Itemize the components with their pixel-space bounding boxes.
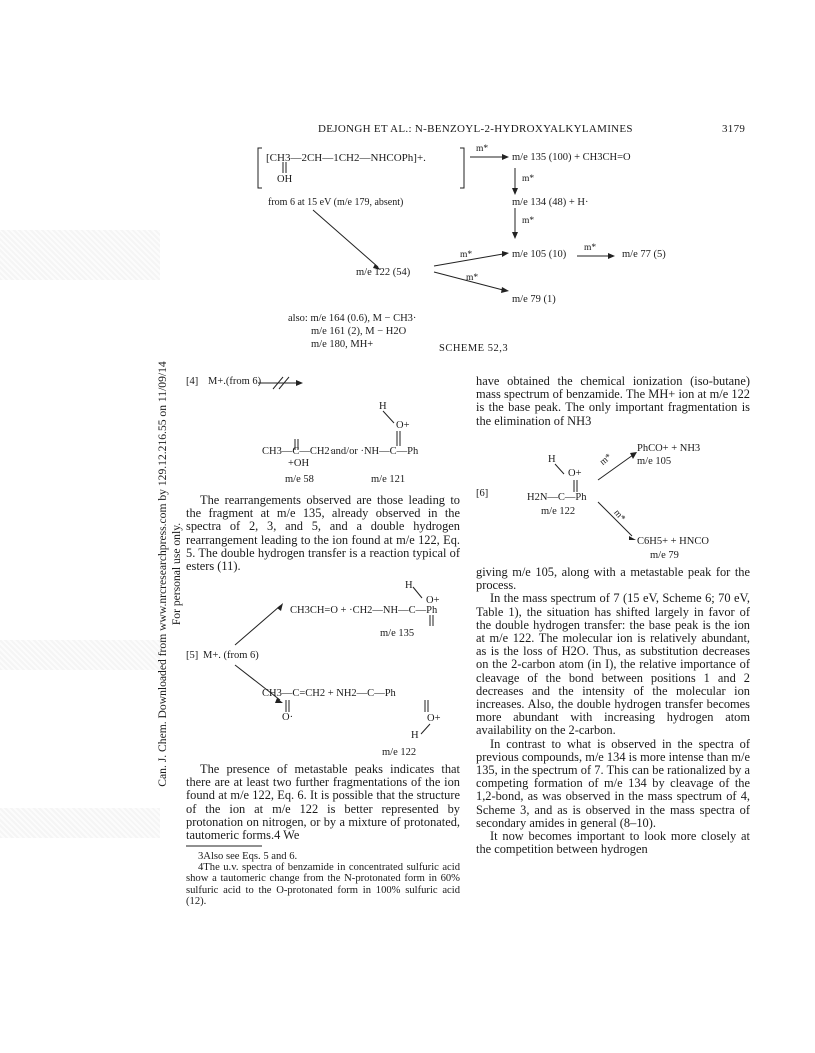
- molecule-ion: [CH3—2CH—1CH2—NHCOPh]+.: [266, 152, 426, 164]
- metastable-label: m*: [460, 250, 473, 260]
- paragraph-text: In contrast to what is observed in the spectra of previous compounds, m/e 134 is more intense than m/e 135, in the spectrum of 7. This can be rationalized by a competing formation of m/e 134 by cleavage of the 1,2-bond, as was observed in the mass spectrum of 4, Scheme 3, and as is observed in the mass spectra of secondary amides in general (8–10).: [476, 736, 750, 830]
- eq6-struct: H2N—C—Ph: [527, 492, 587, 503]
- page-number: 3179: [722, 123, 746, 135]
- hydroxyl-label: OH: [277, 174, 293, 185]
- metastable-label: m*: [584, 243, 597, 253]
- eq6-label: [6]: [476, 488, 489, 499]
- ion-77: m/e 77 (5): [622, 249, 666, 260]
- eq6-product-1: PhCO+ + NH3: [637, 443, 701, 454]
- paragraph-text: giving m/e 105, along with a metastable peak for the process.: [476, 565, 750, 593]
- eq5-bottom-oplus: O+: [427, 713, 441, 724]
- eq4-label: [4]: [186, 376, 199, 387]
- eq4-o: O+: [396, 420, 410, 431]
- personal-use-line: For personal use only.: [170, 522, 183, 626]
- ion-122: m/e 122 (54): [356, 267, 411, 278]
- footnote-3: 3Also see Eqs. 5 and 6.: [198, 851, 298, 862]
- eq6-o: O+: [568, 468, 582, 479]
- eq5-bottom-h: H: [411, 730, 419, 741]
- ion-105: m/e 105 (10): [512, 249, 567, 260]
- eq4-oh: +OH: [288, 458, 310, 469]
- metastable-label: m*: [466, 273, 479, 283]
- eq5-lhs: M+. (from 6): [203, 650, 259, 661]
- scheme-source: from 6 at 15 eV (m/e 179, absent): [268, 197, 404, 208]
- download-line: Can. J. Chem. Downloaded from www.nrcresearchpress.com by 129.12.216.55 on 11/09/14: [156, 361, 169, 787]
- eq5-bottom-products: CH3—C=CH2 + NH2—C—Ph: [262, 688, 396, 699]
- eq6-product-2-mass: m/e 79: [650, 550, 679, 561]
- paragraph-text: In the mass spectrum of 7 (15 eV, Scheme 6; 70 eV, Table 1), the situation has shifted largely in favor of the double hydrogen transfer: the base peak is the ion at m/e 122. The molecular ion is relatively abundant, as is the loss of H2O. Thus, as substitution decreases on the 2-carbon atom (in I), the relative importance of cleavage of the bond between positions 1 and 2 decreases and the intensity of the molecular ion increases. Also, the double hydrogen transfer becomes more abundant with increasing hydrogen atom availability on the 2-carbon.: [476, 591, 750, 738]
- right-paragraphs: [476, 566, 750, 856]
- paragraph-text: It now becomes important to look more closely at the competition between hydrogen: [476, 829, 750, 857]
- metastable-label: m*: [522, 174, 535, 184]
- running-title: DEJONGH ET AL.: N-BENZOYL-2-HYDROXYALKYLAMINES: [318, 123, 633, 135]
- eq5-top-o: O+: [426, 595, 440, 606]
- paragraph-text: have obtained the chemical ionization (iso-butane) mass spectrum of benzamide. The MH+ ion at m/e 122 is the base peak. The only important fragmentation is the elimination of NH3: [476, 374, 750, 428]
- metastable-label: m*: [598, 452, 614, 468]
- eq6-m122: m/e 122: [541, 506, 576, 517]
- right-paragraph-1: [476, 375, 750, 428]
- eq5-m135: m/e 135: [380, 628, 415, 639]
- footnotes: [186, 851, 460, 907]
- eq4-h: H: [379, 401, 387, 412]
- eq5-top-products: CH3CH=O + ·CH2—NH—C—Ph: [290, 605, 438, 616]
- also-line-2: m/e 161 (2), M − H2O: [311, 326, 407, 337]
- paragraph-text: The presence of metastable peaks indicates that there are at least two further fragmentations of the ion found at m/e 122, Eq. 6. It is possible that the structure of the ion at m/e 122 is better represented by protonation on nitrogen, or by a mixture of protonated, tautomeric forms.4 We: [186, 762, 460, 843]
- footnote-4: 4The u.v. spectra of benzamide in concentrated sulfuric acid show a tautomeric change from the N-protonated form in 60% sulfuric acid to the O-protonated form in 100% sulfuric acid (12).: [186, 862, 460, 907]
- ion-134: m/e 134 (48) + H·: [512, 197, 589, 208]
- eq5-label: [5]: [186, 650, 199, 661]
- ion-79: m/e 79 (1): [512, 294, 556, 305]
- paragraph-text: The rearrangements observed are those leading to the fragment at m/e 135, already observed in the spectra of 2, 3, and 5, and a double hydrogen rearrangement leading to the ion found at m/e 122, Eq. 5. The double hydrogen transfer is a reaction typical of esters (11).: [186, 493, 460, 574]
- scheme-caption: SCHEME 52,3: [439, 343, 509, 354]
- ion-135: m/e 135 (100) + CH3CH=O: [512, 152, 631, 163]
- metastable-label: m*: [476, 144, 489, 154]
- eq6-h: H: [548, 454, 556, 465]
- eq5-top-h: H: [405, 580, 413, 591]
- eq4-right-struct: and/or ·NH—C—Ph: [331, 446, 419, 457]
- metastable-label: m*: [522, 216, 535, 226]
- eq6-product-1-mass: m/e 105: [637, 456, 672, 467]
- eq4-m58: m/e 58: [285, 474, 314, 485]
- also-line-3: m/e 180, MH+: [311, 339, 374, 350]
- eq5-m122: m/e 122: [382, 747, 417, 758]
- metastable-label: m*: [611, 508, 627, 524]
- eq5-bottom-o: O·: [282, 712, 294, 723]
- also-line-1: also: m/e 164 (0.6), M − CH3·: [288, 313, 417, 324]
- eq6-product-2: C6H5+ + HNCO: [637, 536, 709, 547]
- eq4-left-struct: CH3—C—CH2·: [262, 446, 334, 457]
- left-paragraph-2: [186, 763, 460, 842]
- left-paragraph-1: [186, 494, 460, 573]
- eq4-lhs: M+.(from 6): [208, 376, 262, 387]
- eq4-m121: m/e 121: [371, 474, 406, 485]
